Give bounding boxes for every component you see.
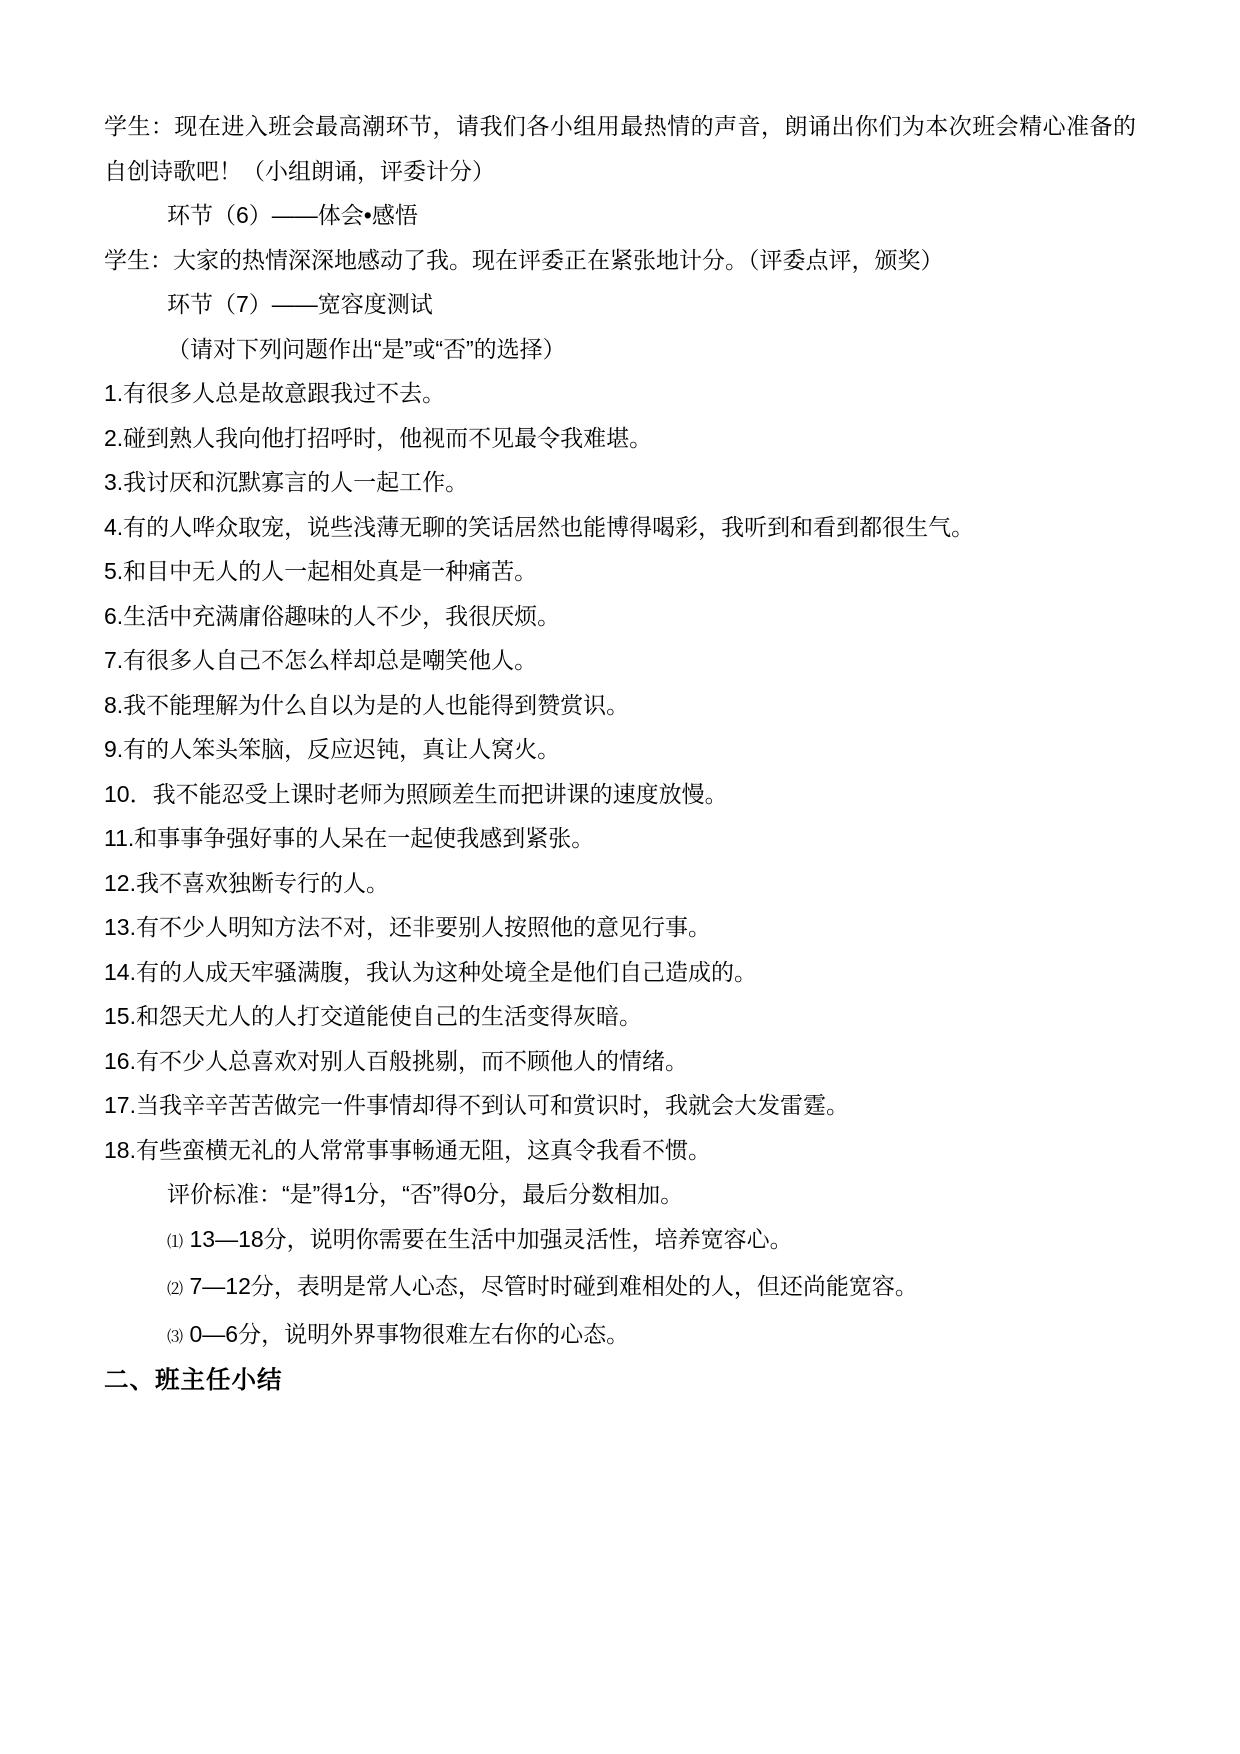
question-item-15: 15.和怨天尤人的人打交道能使自己的生活变得灰暗。 (104, 1003, 642, 1029)
score-band-1: ⑴ 13—18分，说明你需要在生活中加强灵活性，培养宽容心。 (167, 1225, 793, 1252)
score-band-3: ⑶ 0—6分，说明外界事物很难左右你的心态。 (167, 1320, 630, 1347)
stage-label-step-7: 环节（7）——宽容度测试 (167, 291, 433, 317)
section-heading-summary: 二、班主任小结 (104, 1367, 283, 1394)
question-item-5: 5.和目中无人的人一起相处真是一种痛苦。 (104, 558, 538, 584)
question-item-6: 6.生活中充满庸俗趣味的人不少，我很厌烦。 (104, 602, 561, 629)
question-item-13: 13.有不少人明知方法不对，还非要别人按照他的意见行事。 (104, 914, 711, 940)
question-item-10: 10．我不能忍受上课时老师为照顾差生而把讲课的速度放慢。 (104, 780, 728, 807)
test-instruction: （请对下列问题作出“是”或“否”的选择） (167, 335, 566, 362)
document-content (104, 104, 1136, 1404)
question-item-12: 12.我不喜欢独断专行的人。 (104, 869, 389, 896)
score-band-2: ⑵ 7—12分，表明是常人心态，尽管时时碰到难相处的人，但还尚能宽容。 (167, 1273, 918, 1299)
scoring-criteria: 评价标准：“是”得1分，“否”得0分，最后分数相加。 (167, 1181, 684, 1207)
question-item-14: 14.有的人成天牢骚满腹，我认为这种处境全是他们自己造成的。 (104, 958, 757, 985)
question-item-8: 8.我不能理解为什么自以为是的人也能得到赞赏识。 (104, 691, 630, 718)
dialogue-line-student-1: 学生：现在进入班会最高潮环节，请我们各小组用最热情的声音，朗诵出你们为本次班会精心准备的自创诗歌吧！（小组朗诵，评委计分） (104, 113, 1136, 184)
dialogue-line-student-2: 学生：大家的热情深深地感动了我。现在评委正在紧张地计分。（评委点评，颁奖） (104, 246, 944, 273)
question-item-4: 4.有的人哗众取宠，说些浅薄无聊的笑话居然也能博得喝彩，我听到和看到都很生气。 (104, 513, 975, 540)
question-item-9: 9.有的人笨头笨脑，反应迟钝，真让人窝火。 (104, 736, 561, 762)
question-item-2: 2.碰到熟人我向他打招呼时，他视而不见最令我难堪。 (104, 424, 653, 451)
question-item-17: 17.当我辛辛苦苦做完一件事情却得不到认可和赏识时，我就会大发雷霆。 (104, 1092, 849, 1118)
question-item-11: 11.和事事争强好事的人呆在一起使我感到紧张。 (104, 825, 595, 851)
question-item-18: 18.有些蛮横无礼的人常常事事畅通无阻，这真令我看不惯。 (104, 1136, 711, 1163)
question-item-3: 3.我讨厌和沉默寡言的人一起工作。 (104, 469, 469, 495)
question-item-16: 16.有不少人总喜欢对别人百般挑剔，而不顾他人的情绪。 (104, 1047, 688, 1074)
question-item-7: 7.有很多人自己不怎么样却总是嘲笑他人。 (104, 647, 538, 673)
question-item-1: 1.有很多人总是故意跟我过不去。 (104, 380, 446, 406)
stage-label-step-6: 环节（6）——体会•感悟 (167, 202, 418, 228)
